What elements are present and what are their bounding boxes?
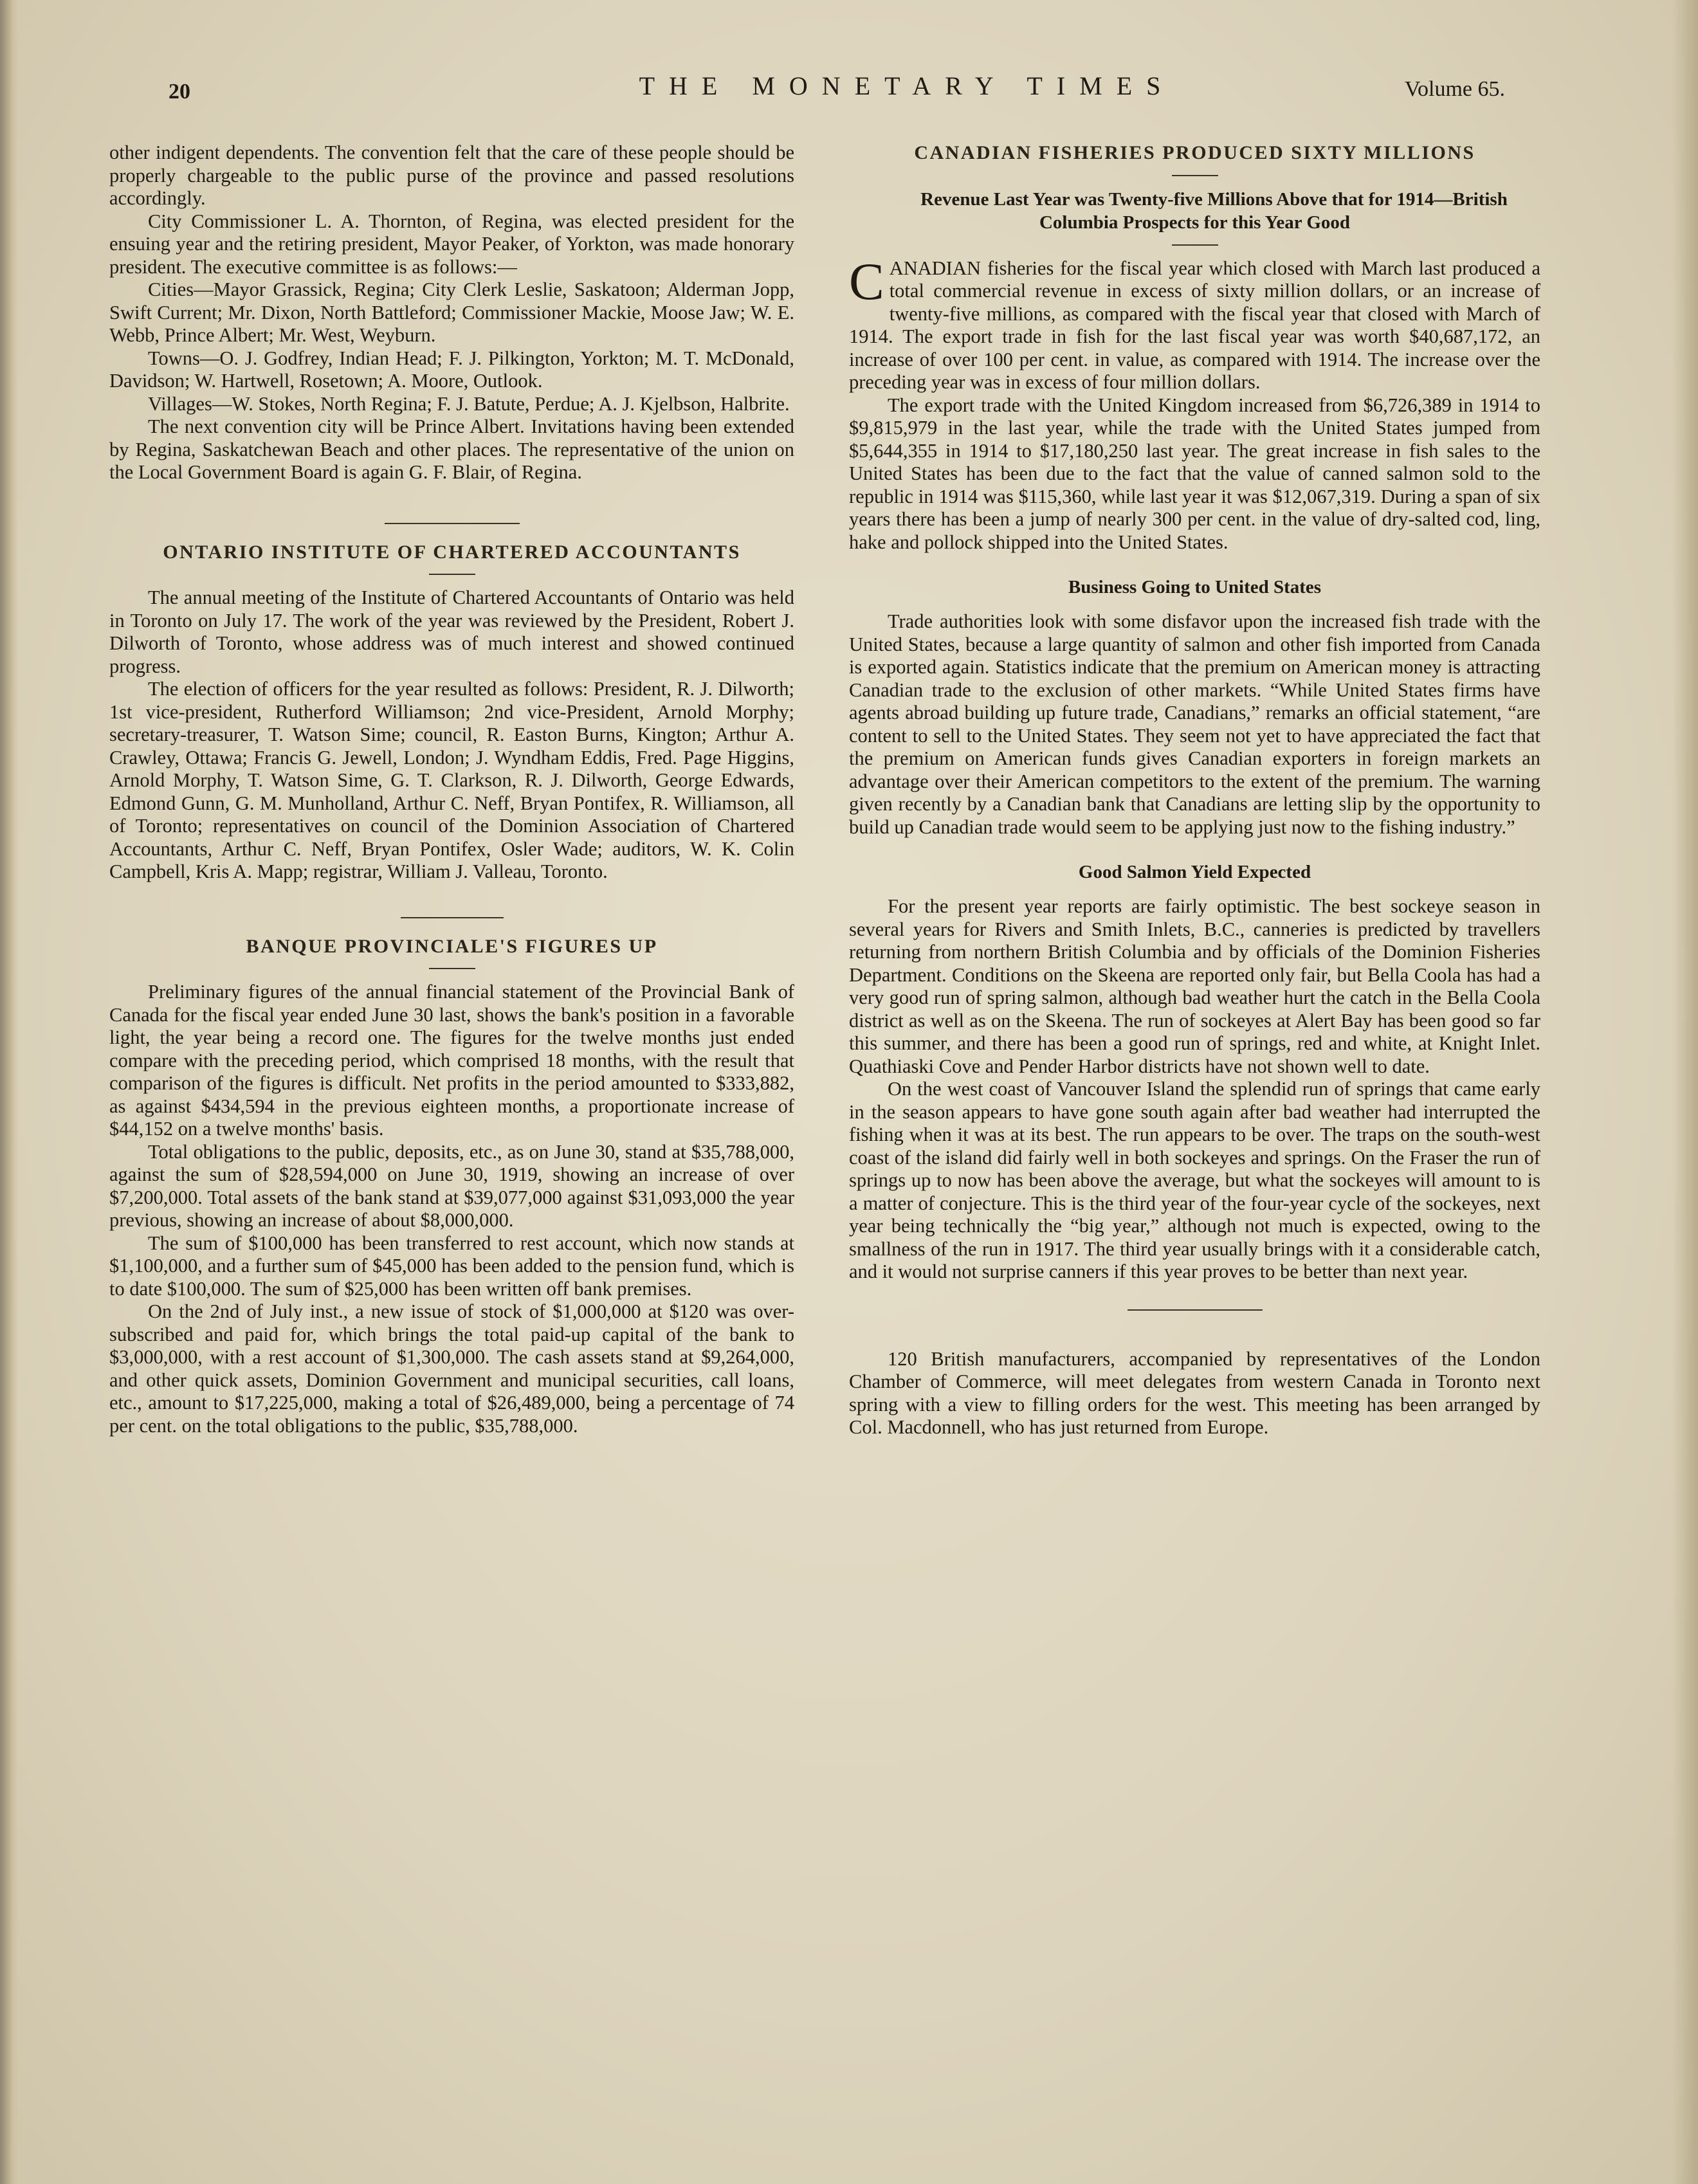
paragraph: On the west coast of Vancouver Island the splendid run of springs that came early in the season appears to have gone south again after bad weather had interrupted the fishing when it was at its best. The run appears to be over. The traps on the south-west coast of the island did fairly well in both sockeyes and springs. On the Fraser the run of springs up to now has been above the average, but what the sockeyes will amount to is a matter of conjecture. This is the third year of the four-year cycle of the sockeyes, next year being technically the “big year,” although not much is expected, owing to the smallness of the run in 1917. The third year usually brings with it a considerable catch, and it would not surprise canners if this year proves to be better than next year.: [849, 1078, 1540, 1282]
paragraph: On the 2nd of July inst., a new issue of stock of $1,000,000 at $120 was over-subscribed and paid for, which brings the total paid-up capital of the bank to $3,000,000, with a rest account of $1,300,000. The cash assets stand at $9,264,000, and other quick assets, Dominion Government and municipal securities, call loans, etc., amount to $17,225,000, making a total of $26,489,000, being a percentage of 74 per cent. on the total obligations to the public, $35,788,000.: [109, 1300, 794, 1437]
paragraph: City Commissioner L. A. Thornton, of Regina, was elected president for the ensuing year and the retiring president, Mayor Peaker, of Yorkton, was made honorary president. The executive committee is as follows:—: [109, 210, 794, 278]
paragraph: [849, 251, 1540, 394]
fisheries-subheading: Revenue Last Year was Twenty-five Millions Above that for 1914—British Columbia Prospects for this Year Good: [920, 188, 1508, 233]
heading-rule: [429, 574, 475, 575]
paragraph: For the present year reports are fairly optimistic. The best sockeye season in several years for Rivers and Smith Inlets, B.C., canneries is predicted by travellers returning from northern British Columbia and by officials of the Dominion Fisheries Department. Conditions on the Skeena are reported only fair, but Bella Coola has had a very good run of spring salmon, although bad weather hurt the catch in the Bella Coola district as well as on the Skeena. The run of sockeyes at Alert Bay has been good so far this summer, and there has been a good run of springs, red and white, at Knight Inlet. Quathiaski Cove and Pender Harbor districts have not shown well to date.: [849, 895, 1540, 1077]
heading-rule: [1172, 244, 1218, 246]
right-column: [849, 141, 1540, 1439]
drop-cap: C: [849, 251, 884, 311]
heading-rule: [1172, 175, 1218, 176]
paragraph: The election of officers for the year resulted as follows: President, R. J. Dilworth; 1st vice-president, Rutherford Williamson; 2nd vice-President, Arnold Morphy; secretary-treasurer, T. Watson Sime; council, R. Easton Burns, Kington; Arthur A. Crawley, Ottawa; Francis G. Jewell, London; J. Wyndham Eddis, Fred. Page Higgins, Arnold Morphy, T. Watson Sime, G. T. Clarkson, R. J. Dilworth, George Edwards, Edmond Gunn, G. M. Munholland, Arthur C. Neff, Bryan Pontifex, R. Williamson, all of Toronto; representatives on council of the Dominion Association of Chartered Accountants, Arthur C. Neff, Bryan Pontifex, Osler Wade; auditors, W. K. Colin Campbell, Kris A. Mapp; registrar, William J. Valleau, Toronto.: [109, 678, 794, 882]
paragraph: Towns—O. J. Godfrey, Indian Head; F. J. Pilkington, Yorkton; M. T. McDonald, Davidson; W. Hartwell, Rosetown; A. Moore, Outlook.: [109, 347, 794, 392]
paragraph: The export trade with the United Kingdom increased from $6,726,389 in 1914 to $9,815,979 in the last year, while the trade with the United States jumped from $5,644,355 in 1914 to $17,180,250 last year. The great increase in fish sales to the United States has been due to the fact that the value of canned salmon sold to the republic in 1914 was $115,360, while last year it was $12,067,319. During a span of six years there has been a jump of nearly 300 per cent. in the value of dry-salted cod, ling, hake and pollock shipped into the United States.: [849, 394, 1540, 553]
paragraph: The next convention city will be Prince Albert. Invitations having been extended by Regina, Saskatchewan Beach and other places. The representative of the union on the Local Government Board is again G. F. Blair, of Regina.: [109, 415, 794, 483]
fisheries-heading: CANADIAN FISHERIES PRODUCED SIXTY MILLIONS: [914, 142, 1475, 163]
page-header: [0, 71, 1698, 109]
volume-label: Volume 65.: [1404, 77, 1505, 101]
paragraph: Preliminary figures of the annual financial statement of the Provincial Bank of Canada for the fiscal year ended June 30 last, shows the bank's position in a favorable light, the year being a record one. The figures for the twelve months just ended compare with the preceding period, which comprised 18 months, with the result that comparison of the figures is difficult. Net profits in the period amounted to $333,882, as against $434,594 in the previous eighteen months, a proportionate increase of $44,152 on a twelve months' basis.: [109, 981, 794, 1140]
book-spine-shadow: [0, 0, 18, 2184]
banque-heading: BANQUE PROVINCIALE'S FIGURES UP: [246, 935, 658, 957]
page-number: 20: [169, 80, 190, 104]
paragraph: 120 British manufacturers, accompanied by representatives of the London Chamber of Commerce, will meet delegates from western Canada in Toronto next spring with a view to filling orders for the west. This meeting has been arranged by Col. Macdonnell, who has just returned from Europe.: [849, 1347, 1540, 1438]
salmon-heading: Good Salmon Yield Expected: [1078, 862, 1311, 882]
page-edge-shadow: [1672, 0, 1698, 2184]
paragraph: Cities—Mayor Grassick, Regina; City Clerk Leslie, Saskatoon; Alderman Jopp, Swift Current; Mr. Dixon, North Battleford; Commissioner Mackie, Moose Jaw; W. E. Webb, Prince Albert; Mr. West, Weyburn.: [109, 278, 794, 346]
paragraph: other indigent dependents. The convention felt that the care of these people should be properly chargeable to the public purse of the province and passed resolutions accordingly.: [109, 141, 794, 209]
paragraph: Trade authorities look with some disfavor upon the increased fish trade with the United States, because a large quantity of salmon and other fish imported from Canada is exported again. Statistics indicate that the premium on American money is attracting Canadian trade to the exclusion of other markets. “While United States firms have agents abroad building up future trade, Canadians,” remarks an official statement, “are content to sell to the United States. They seem not yet to have appreciated the fact that the premium on American funds gives Canadian exporters in foreign markets an advantage over their American competitors to the extent of the premium. The warning given recently by a Canadian bank that Canadians are letting slip by the opportunity to build up Canadian trade would seem to be applying just now to the fishing industry.”: [849, 610, 1540, 838]
paragraph: Villages—W. Stokes, North Regina; F. J. Batute, Perdue; A. J. Kjelbson, Halbrite.: [148, 392, 790, 415]
masthead-title: THE MONETARY TIMES: [639, 71, 1175, 100]
paragraph: The annual meeting of the Institute of Chartered Accountants of Ontario was held in Toronto on July 17. The work of the year was reviewed by the President, Robert J. Dilworth of Toronto, whose address was of much interest and showed continued progress.: [109, 587, 794, 677]
business-heading: Business Going to United States: [1068, 577, 1322, 597]
ontario-heading: ONTARIO INSTITUTE OF CHARTERED ACCOUNTANTS: [163, 541, 741, 563]
paragraph-text: ANADIAN fisheries for the fiscal year which closed with March last produced a total commercial revenue in excess of sixty million dollars, or an increase of twenty-five millions, as compared with the fiscal year that closed with March of 1914. The export trade in fish for the last fiscal year was worth $40,687,172, an increase of over 100 per cent. in value, as compared with 1914. The increase over the preceding year was in excess of four million dollars.: [849, 257, 1540, 393]
left-column: [109, 141, 794, 1437]
paragraph: Total obligations to the public, deposits, etc., as on June 30, stand at $35,788,000, against the sum of $28,594,000 on June 30, 1919, showing an increase of over $7,200,000. Total assets of the bank stand at $39,077,000 against $31,093,000 the year previous, showing an increase of about $8,000,000.: [109, 1140, 794, 1231]
heading-rule: [429, 968, 475, 969]
paragraph: The sum of $100,000 has been transferred to rest account, which now stands at $1,100,000, and a further sum of $45,000 has been added to the pension fund, which is to date $100,000. The sum of $25,000 has been written off bank premises.: [109, 1232, 794, 1300]
